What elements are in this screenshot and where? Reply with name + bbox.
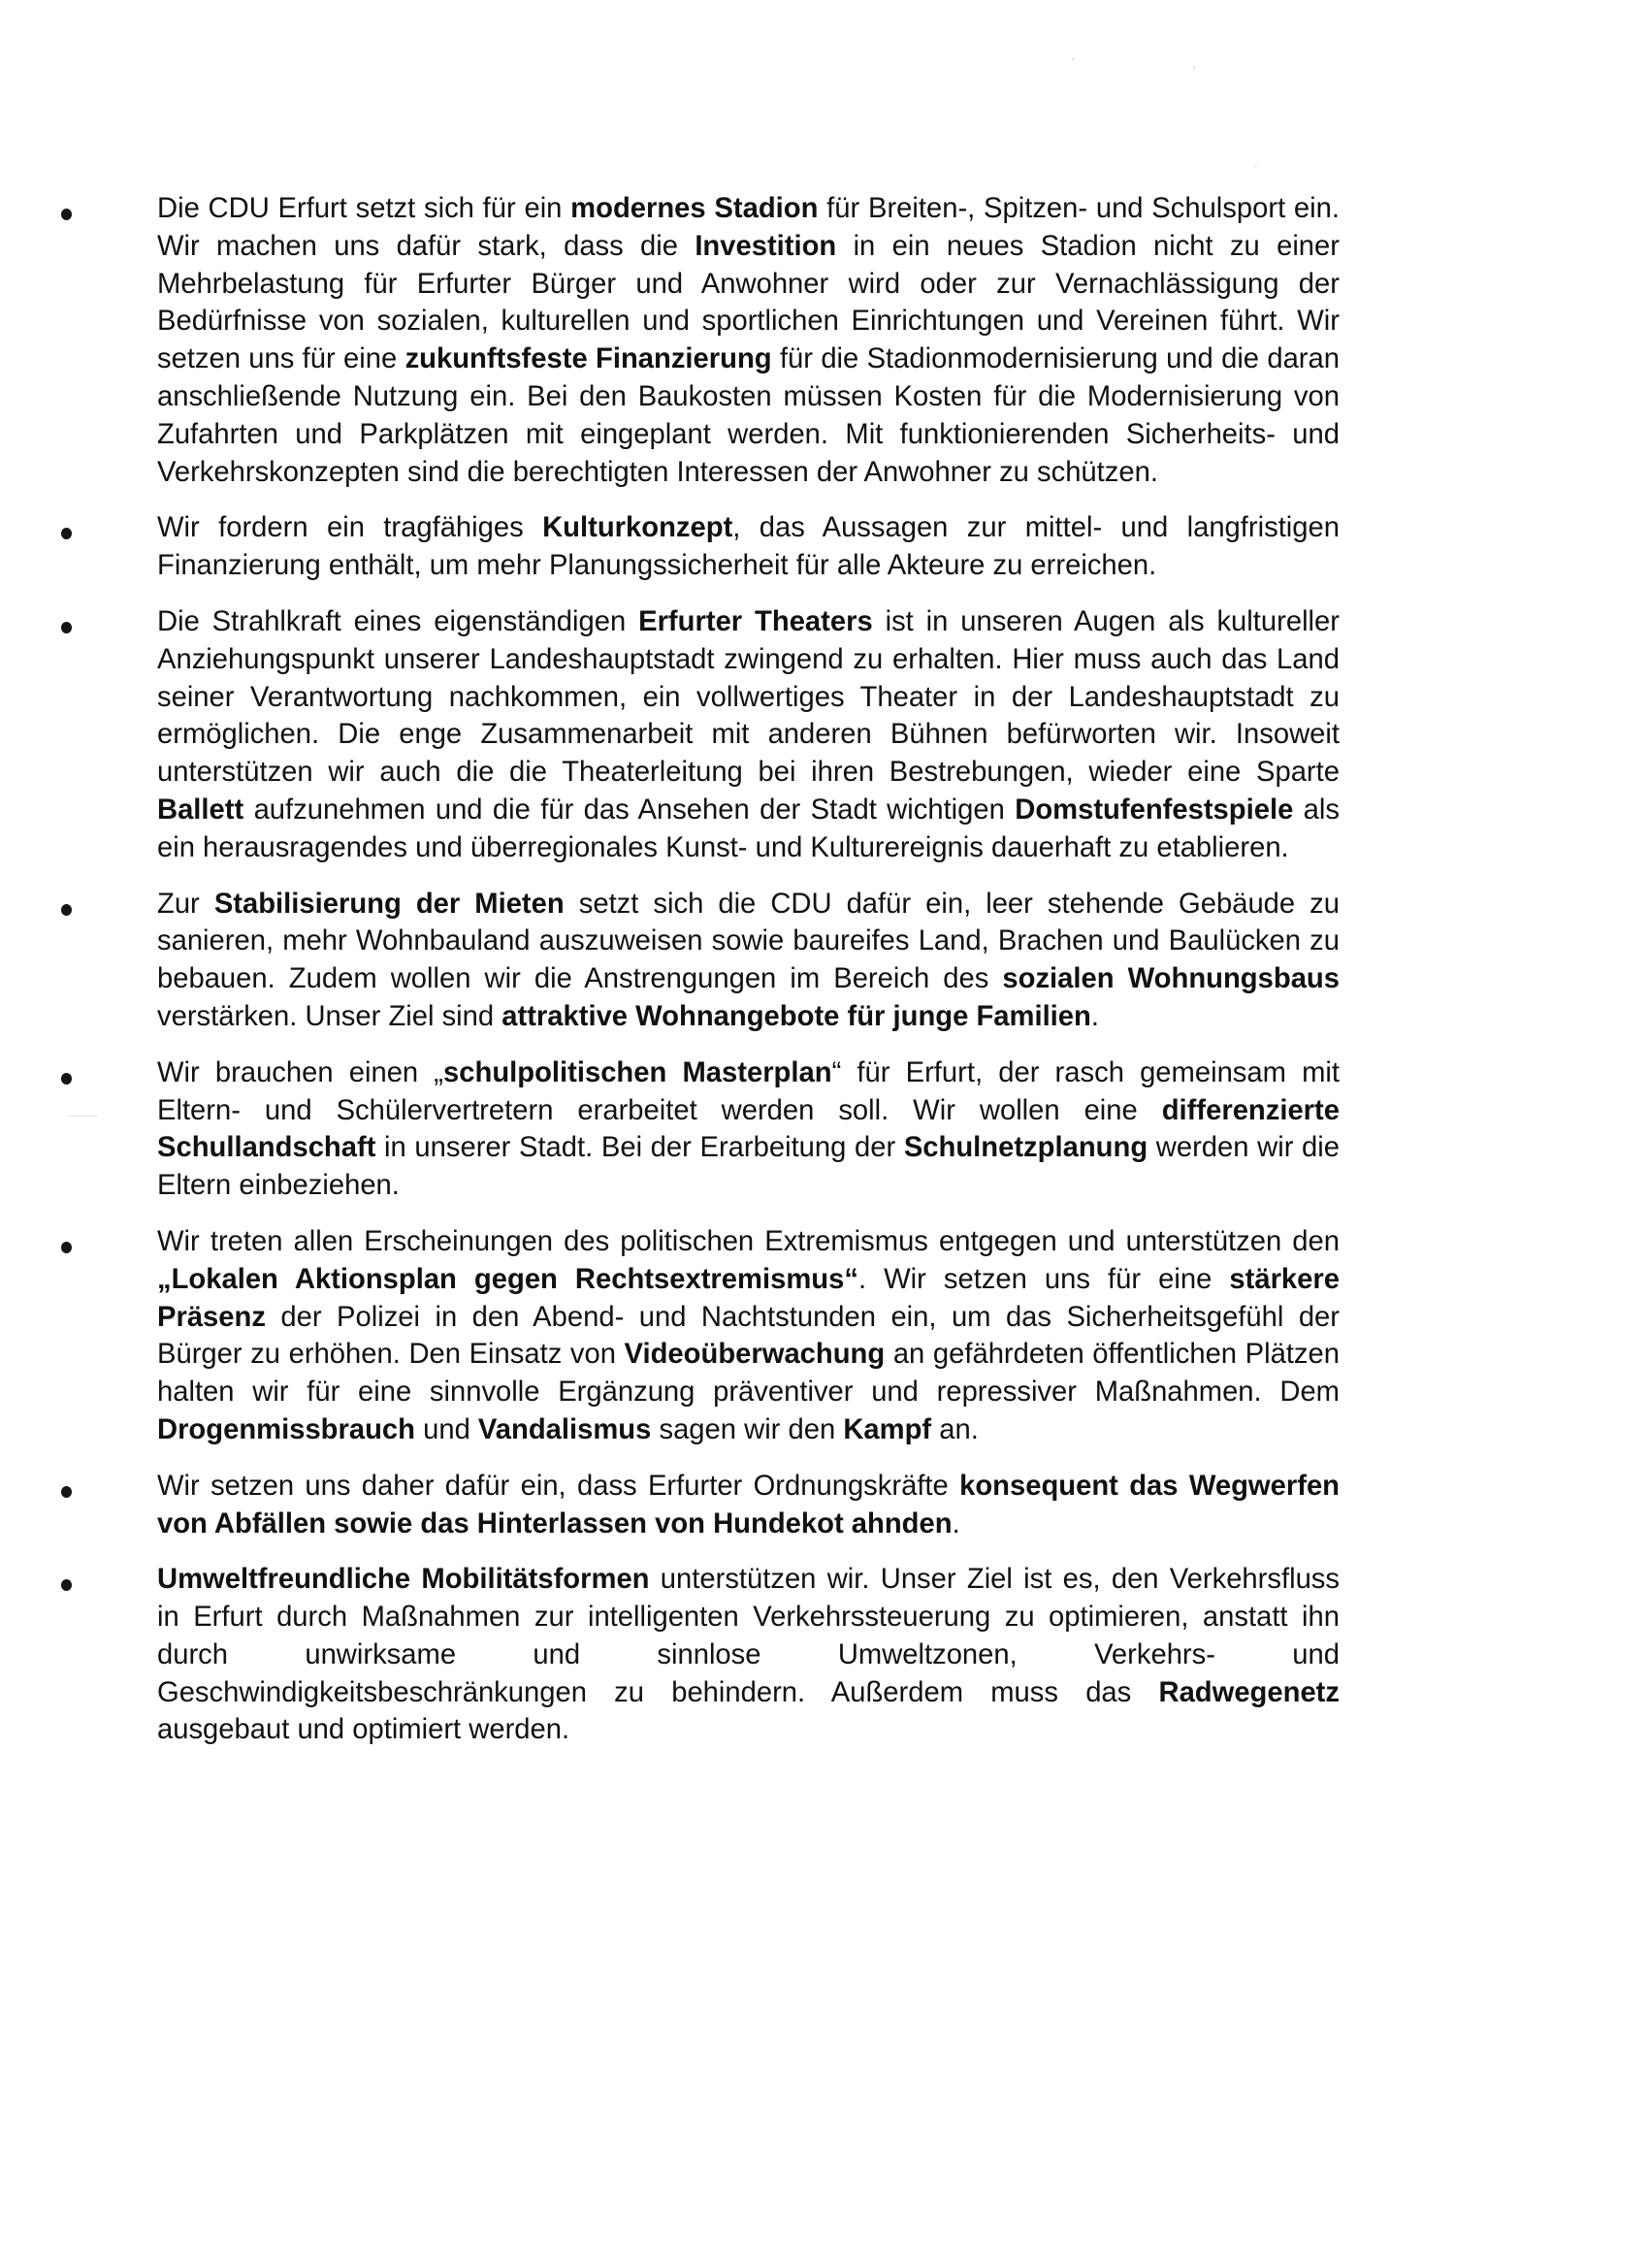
text-run: und bbox=[415, 1413, 478, 1445]
text-run: Wir brauchen einen „ bbox=[157, 1056, 444, 1088]
text-run: an. bbox=[931, 1413, 979, 1445]
text-run: Zur bbox=[157, 888, 214, 920]
bullet-paragraph bbox=[0, 603, 1649, 867]
text-run: als ein herausragendes und überregionales Kunst- und Kulturereignis dauerhaft zu etablieren. bbox=[157, 794, 1340, 863]
bullet-icon bbox=[61, 622, 72, 633]
text-run: aufzunehmen und die für das Ansehen der Stadt wichtigen bbox=[243, 794, 1016, 826]
text-run: . Wir setzen uns für eine bbox=[857, 1263, 1230, 1295]
bold-phrase: Videoüberwachung bbox=[624, 1339, 886, 1371]
text-run: der Polizei in den Abend- und Nachtstunden ein, um das Sicherheitsgefühl der Bürger zu erhöhen. Den Einsatz von bbox=[157, 1301, 1340, 1371]
paragraph-text bbox=[157, 1054, 1340, 1205]
text-run: in unserer Stadt. Bei der Erarbeitung der bbox=[375, 1132, 904, 1164]
bold-phrase: schulpolitischen Masterplan bbox=[443, 1056, 832, 1088]
paragraph-text bbox=[157, 1223, 1340, 1449]
bold-phrase: Umweltfreundliche Mobilitätsformen bbox=[157, 1564, 650, 1596]
text-run: unterstützen wir. Unser Ziel ist es, den Verkehrsfluss in Erfurt durch Maßnahmen zur intelligenten Verkehrssteuerung zu optimieren, anstatt ihn durch unwirksame und sinnlose Umweltzonen, Verkehrs- und Geschwindigkeitsbeschränkungen zu behindern. Außerdem muss das bbox=[157, 1564, 1340, 1708]
bold-phrase: stärkere Präsenz bbox=[157, 1263, 1340, 1333]
bullet-icon bbox=[61, 904, 72, 916]
bold-phrase: „Lokalen Aktionsplan gegen Rechtsextremismus“ bbox=[157, 1263, 858, 1295]
bullet-icon bbox=[61, 1486, 72, 1498]
scan-noise-mark bbox=[1193, 66, 1195, 69]
bullet-paragraph bbox=[0, 1054, 1649, 1205]
bold-phrase: Erfurter Theaters bbox=[638, 605, 873, 637]
text-run: für Breiten-, Spitzen- und Schulsport ein. Wir machen uns dafür stark, dass die bbox=[157, 193, 1340, 262]
bold-phrase: Stabilisierung der Mieten bbox=[213, 888, 565, 920]
paragraph-text bbox=[157, 509, 1340, 585]
text-run: , das Aussagen zur mittel- und langfristigen Finanzierung enthält, um mehr Planungssicherheit für alle Akteure zu erreichen. bbox=[157, 512, 1340, 582]
bold-phrase: modernes Stadion bbox=[570, 193, 819, 224]
bold-phrase: Kulturkonzept bbox=[542, 512, 733, 544]
paragraph-text bbox=[157, 1468, 1340, 1543]
bold-phrase: Radwegenetz bbox=[1158, 1676, 1340, 1708]
bold-phrase: differenzierte Schullandschaft bbox=[157, 1094, 1340, 1164]
scan-noise-mark bbox=[1254, 166, 1257, 167]
bold-phrase: sozialen Wohnungsbaus bbox=[1002, 963, 1340, 995]
text-run: Wir setzen uns daher dafür ein, dass Erfurter Ordnungskräfte bbox=[157, 1470, 960, 1502]
text-run: für die Stadionmodernisierung und die daran anschließende Nutzung ein. Bei den Baukosten müssen Kosten für die Modernisierung von Zufahrten und Parkplätzen mit eingeplant werden. Mit funktionierenden Sicherheits- und Verkehrskonzepten sind die berechtigten Interessen der Anwohner zu schützen. bbox=[157, 343, 1340, 488]
paragraph-text bbox=[157, 886, 1340, 1036]
text-run: verstärken. Unser Ziel sind bbox=[157, 1000, 502, 1032]
bold-phrase: attraktive Wohnangebote für junge Familien bbox=[501, 1000, 1091, 1032]
bullet-paragraph bbox=[0, 886, 1649, 1036]
text-run: Die Strahlkraft eines eigenständigen bbox=[157, 605, 639, 637]
text-run: Wir treten allen Erscheinungen des politischen Extremismus entgegen und unterstützen den bbox=[157, 1225, 1340, 1257]
bold-phrase: Vandalismus bbox=[477, 1413, 652, 1445]
text-run: Die CDU Erfurt setzt sich für ein bbox=[157, 193, 571, 224]
bold-phrase: konsequent das Wegwerfen von Abfällen sowie das Hinterlassen von Hundekot ahnden bbox=[157, 1470, 1341, 1539]
text-run: . bbox=[952, 1507, 960, 1539]
bullet-paragraph bbox=[0, 190, 1649, 491]
text-run: werden wir die Eltern einbeziehen. bbox=[157, 1132, 1340, 1202]
paragraph-text bbox=[157, 1561, 1340, 1749]
bold-phrase: Kampf bbox=[843, 1413, 932, 1445]
bullet-icon bbox=[61, 1073, 72, 1085]
text-run: “ für Erfurt, der rasch gemeinsam mit Eltern- und Schülervertretern erarbeitet werden soll. Wir wollen eine bbox=[157, 1056, 1340, 1126]
paragraph-text bbox=[157, 190, 1340, 491]
text-run: in ein neues Stadion nicht zu einer Mehrbelastung für Erfurter Bürger und Anwohner wird oder zur Vernachlässigung der Bedürfnisse von sozialen, kulturellen und sportlichen Einrichtungen und Vereinen führt. Wir setzen uns für eine bbox=[157, 230, 1340, 375]
bullet-icon bbox=[61, 1579, 72, 1591]
text-run: ist in unseren Augen als kultureller Anziehungspunkt unserer Landeshauptstadt zwingend zu erhalten. Hier muss auch das Land seiner Verantwortung nachkommen, ein vollwertiges Theater in der Landeshauptstadt zu ermöglichen. Die enge Zusammenarbeit mit anderen Bühnen befürworten wir. Insoweit unterstützen wir auch die die Theaterleitung bei ihren Bestrebungen, wieder eine Sparte bbox=[157, 605, 1340, 789]
bullet-paragraph bbox=[0, 1561, 1649, 1749]
bold-phrase: zukunftsfeste Finanzierung bbox=[404, 343, 772, 375]
bullet-paragraph bbox=[0, 1223, 1649, 1449]
text-run: . bbox=[1090, 1000, 1099, 1032]
bold-phrase: Ballett bbox=[157, 794, 244, 826]
text-run: sagen wir den bbox=[651, 1413, 844, 1445]
text-run: Wir fordern ein tragfähiges bbox=[157, 512, 543, 544]
bold-phrase: Schulnetzplanung bbox=[903, 1132, 1148, 1164]
text-run: setzt sich die CDU dafür ein, leer stehende Gebäude zu sanieren, mehr Wohnbauland auszuweisen sowie baureifes Land, Brachen und Baulücken zu bebauen. Zudem wollen wir die Anstrengungen im Bereich des bbox=[157, 888, 1340, 995]
bullet-list bbox=[0, 190, 1649, 1767]
text-run: ausgebaut und optimiert werden. bbox=[157, 1714, 570, 1746]
bold-phrase: Domstufenfestspiele bbox=[1015, 794, 1294, 826]
bullet-paragraph bbox=[0, 509, 1649, 585]
text-run: an gefährdeten öffentlichen Plätzen halten wir für eine sinnvolle Ergänzung präventiver und repressiver Maßnahmen. Dem bbox=[157, 1339, 1340, 1409]
bullet-icon bbox=[61, 1242, 72, 1253]
bold-phrase: Drogenmissbrauch bbox=[157, 1413, 415, 1445]
bullet-icon bbox=[61, 209, 72, 220]
scan-noise-mark bbox=[1072, 58, 1074, 60]
bold-phrase: Investition bbox=[695, 230, 837, 262]
bullet-paragraph bbox=[0, 1468, 1649, 1543]
bullet-icon bbox=[61, 528, 72, 539]
paragraph-text bbox=[157, 603, 1340, 867]
